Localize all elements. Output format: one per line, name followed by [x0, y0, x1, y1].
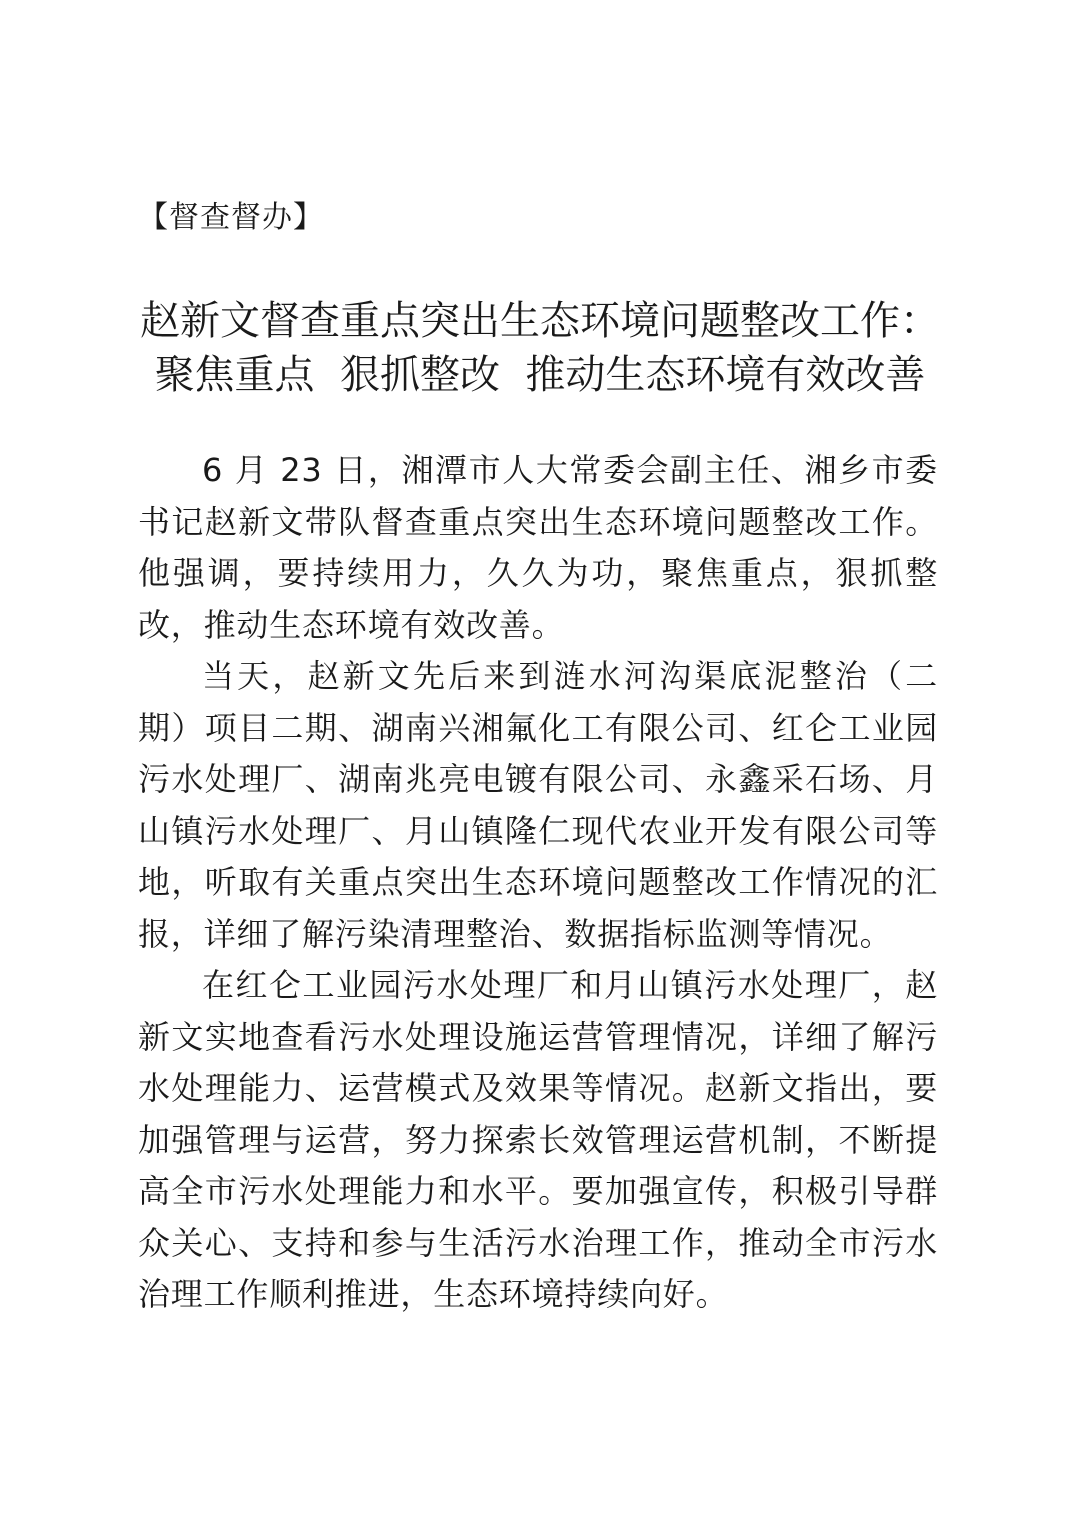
paragraph-3: 在红仑工业园污水处理厂和月山镇污水处理厂，赵新文实地查看污水处理设施运营管理情况，详细了解污水处理能力、运营模式及效果等情况。赵新文指出，要加强管理与运营，努力探索长效管理运营机制，不断提高全市污水处理能力和水平。要加强宣传，积极引导群众关心、支持和参与生活污水治理工作，推动全市污水治理工作顺利推进，生态环境持续向好。	[138, 966, 938, 1313]
title-line-1: 赵新文督查重点突出生态环境问题整改工作：	[140, 298, 940, 344]
paragraph-2: 当天，赵新文先后来到涟水河沟渠底泥整治（二期）项目二期、湖南兴湘氟化工有限公司、红仑工业园污水处理厂、湖南兆亮电镀有限公司、永鑫采石场、月山镇污水处理厂、月山镇隆仁现代农业开发有限公司等地，听取有关重点突出生态环境问题整改工作情况的汇报，详细了解污染清理整治、数据指标监测等情况。	[138, 657, 938, 953]
section-tag: 【督查督办】	[138, 200, 324, 235]
paragraph-1: 6 月 23 日，湘潭市人大常委会副主任、湘乡市委书记赵新文带队督查重点突出生态环境问题整改工作。他强调，要持续用力，久久为功，聚焦重点，狠抓整改，推动生态环境有效改善。	[138, 451, 938, 644]
article-body	[138, 445, 938, 1321]
title-line-2: 聚焦重点 狠抓整改 推动生态环境有效改善	[154, 352, 926, 398]
article-title	[100, 294, 980, 402]
